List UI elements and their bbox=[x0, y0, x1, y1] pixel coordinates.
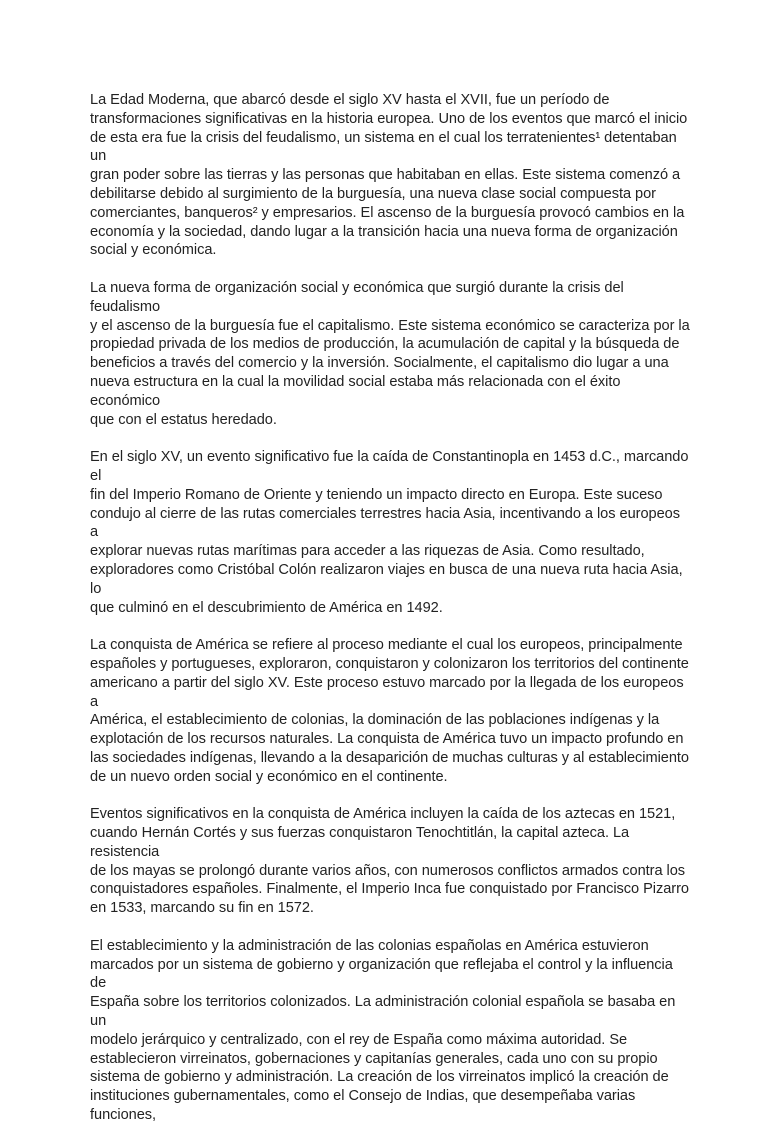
paragraph-colonias-espanolas: El establecimiento y la administración de las colonias españolas en América estuvieron marcados por un sistema de gobierno y organización que reflejaba el control y la influencia de España sobre los territorios colonizados. La administración colonial española se basaba en un modelo jerárquico y centralizado, con el rey de España como máxima autoridad. Se establecieron virreinatos, gobernaciones y capitanías generales, cada uno con su propio sistema de gobierno y administración. La creación de los virreinatos implicó la creación de instituciones gubernamentales, como el Consejo de Indias, que desempeñaba varias funciones, bbox=[90, 937, 676, 1124]
document-page bbox=[90, 91, 690, 1144]
paragraph-conquista-america: La conquista de América se refiere al proceso mediante el cual los europeos, principalmente españoles y portugueses, exploraron, conquistaron y colonizaron los territorios del continente americano a partir del siglo XV. Este proceso estuvo marcado por la llegada de los europeos a América, el establecimiento de colonias, la dominación de las poblaciones indígenas y la explotación de los recursos naturales. La conquista de América tuvo un impacto profundo en las sociedades indígenas, llevando a la desaparición de muchas culturas y al establecimiento de un nuevo orden social y económico en el continente. bbox=[90, 637, 689, 785]
paragraph-constantinopla: En el siglo XV, un evento significativo fue la caída de Constantinopla en 1453 d.C., marcando el fin del Imperio Romano de Oriente y teniendo un impacto directo en Europa. Este suceso condujo al cierre de las rutas comerciales terrestres hacia Asia, incentivando a los europeos a explorar nuevas rutas marítimas para acceder a las riquezas de Asia. Como resultado, exploradores como Cristóbal Colón realizaron viajes en busca de una nueva ruta hacia Asia, lo que culminó en el descubrimiento de América en 1492. bbox=[90, 449, 689, 616]
paragraph-edad-moderna: La Edad Moderna, que abarcó desde el siglo XV hasta el XVII, fue un período de transformaciones significativas en la historia europea. Uno de los eventos que marcó el inicio de esta era fue la crisis del feudalismo, un sistema en el cual los terratenientes¹ detentaban un gran poder sobre las tierras y las personas que habitaban en ellas. Este sistema comenzó a debilitarse debido al surgimiento de la burguesía, una nueva clase social compuesta por comerciantes, banqueros² y empresarios. El ascenso de la burguesía provocó cambios en la economía y la sociedad, dando lugar a la transición hacia una nueva forma de organización social y económica. bbox=[90, 92, 688, 259]
paragraph-capitalismo: La nueva forma de organización social y económica que surgió durante la crisis del feudalismo y el ascenso de la burguesía fue el capitalismo. Este sistema económico se caracteriza por la propiedad privada de los medios de producción, la acumulación de capital y la búsqueda de beneficios a través del comercio y la inversión. Socialmente, el capitalismo dio lugar a una nueva estructura en la cual la movilidad social estaba más relacionada con el éxito económico que con el estatus heredado. bbox=[90, 279, 690, 428]
paragraph-eventos-conquista: Eventos significativos en la conquista de América incluyen la caída de los aztecas en 1521, cuando Hernán Cortés y sus fuerzas conquistaron Tenochtitlán, la capital azteca. La resistencia de los mayas se prolongó durante varios años, con numerosos conflictos armados contra los conquistadores españoles. Finalmente, el Imperio Inca fue conquistado por Francisco Pizarro en 1533, marcando su fin en 1572. bbox=[90, 806, 689, 917]
